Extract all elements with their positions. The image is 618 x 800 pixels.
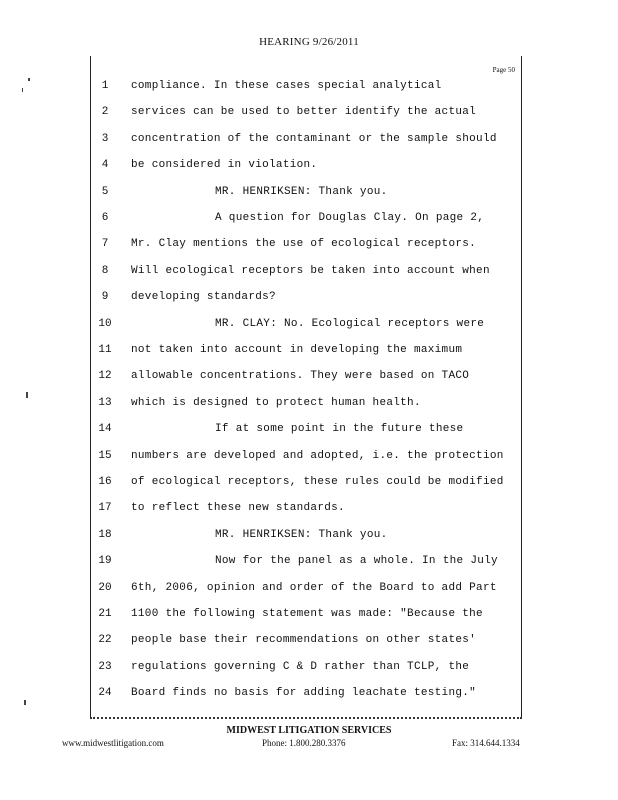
footer-website[interactable]: www.midwestlitigation.com — [62, 738, 164, 748]
footer-company: MIDWEST LITIGATION SERVICES — [226, 725, 392, 736]
transcript-line — [91, 106, 521, 126]
transcript-line — [91, 687, 521, 707]
line-number: 11 — [98, 344, 112, 356]
line-text: concentration of the contaminant or the sample should — [131, 132, 497, 145]
line-text: services can be used to better identify the actual — [131, 106, 477, 119]
line-text: MR. HENRIKSEN: Thank you. — [215, 185, 388, 198]
scan-speck — [28, 78, 30, 81]
document-header: HEARING 9/26/2011 — [259, 36, 359, 48]
line-number: 14 — [98, 423, 112, 436]
line-number: 24 — [98, 687, 112, 700]
footer-phone: Phone: 1.800.280.3376 — [262, 738, 346, 748]
line-number: 18 — [98, 528, 112, 541]
transcript-line — [91, 186, 521, 206]
transcript-line — [91, 344, 521, 364]
transcript-line — [91, 212, 521, 232]
transcript-line — [91, 555, 521, 575]
line-text: compliance. In these cases special analytical — [131, 80, 442, 92]
scan-speck — [22, 88, 23, 92]
line-text: Will ecological receptors be taken into account when — [131, 264, 490, 277]
transcript-line — [91, 318, 521, 338]
line-number: 5 — [101, 185, 109, 198]
line-text: regulations governing C & D rather than TCLP, the — [131, 660, 470, 673]
line-number: 19 — [98, 555, 112, 568]
line-number: 13 — [98, 396, 112, 409]
page-number: Page 50 — [492, 66, 515, 74]
line-number: 1 — [101, 80, 109, 92]
line-text: to reflect these new standards. — [131, 502, 345, 515]
transcript-line — [91, 529, 521, 549]
line-text: developing standards? — [131, 291, 276, 304]
transcript-frame — [90, 56, 522, 717]
line-text: Mr. Clay mentions the use of ecological receptors. — [131, 238, 477, 251]
line-text: of ecological receptors, these rules could be modified — [131, 476, 504, 488]
line-text: Now for the panel as a whole. In the July — [215, 555, 498, 568]
line-number: 23 — [98, 660, 112, 673]
transcript-line — [91, 608, 521, 628]
line-text: people base their recommendations on other states' — [131, 634, 477, 647]
transcript-line — [91, 133, 521, 153]
transcript-line — [91, 291, 521, 311]
line-number: 12 — [98, 370, 112, 383]
line-text: MR. HENRIKSEN: Thank you. — [215, 528, 388, 541]
transcript-line — [91, 238, 521, 258]
transcript-line — [91, 80, 521, 100]
line-number: 16 — [98, 476, 112, 488]
transcript-line — [91, 450, 521, 470]
line-number: 8 — [101, 264, 109, 277]
line-number: 4 — [101, 159, 109, 172]
transcript-line — [91, 397, 521, 417]
line-number: 2 — [101, 106, 109, 119]
transcript-line — [91, 423, 521, 443]
frame-bottom-border — [90, 717, 522, 719]
scan-speck — [26, 392, 28, 398]
transcript-line — [91, 661, 521, 681]
line-number: 20 — [98, 581, 112, 594]
line-text: If at some point in the future these — [215, 423, 464, 436]
line-number: 21 — [98, 608, 112, 620]
line-number: 9 — [101, 291, 109, 304]
line-number: 22 — [98, 634, 112, 647]
line-text: 6th, 2006, opinion and order of the Board to add Part — [131, 581, 497, 594]
transcript-line — [91, 502, 521, 522]
line-text: be considered in violation. — [131, 159, 318, 172]
line-text: MR. CLAY: No. Ecological receptors were — [215, 317, 485, 330]
line-number: 15 — [98, 449, 112, 462]
footer-fax: Fax: 314.644.1334 — [452, 738, 520, 748]
line-text: A question for Douglas Clay. On page 2, — [215, 212, 485, 224]
line-text: allowable concentrations. They were based on TACO — [131, 370, 470, 383]
line-text: Board finds no basis for adding leachate testing." — [131, 687, 477, 700]
transcript-line — [91, 634, 521, 654]
line-text: not taken into account in developing the maximum — [131, 344, 463, 356]
line-number: 10 — [98, 317, 112, 330]
line-number: 3 — [101, 132, 109, 145]
transcript-line — [91, 159, 521, 179]
line-number: 7 — [101, 238, 109, 251]
transcript-line — [91, 582, 521, 602]
transcript-line — [91, 476, 521, 496]
scan-speck — [24, 700, 26, 705]
line-text: which is designed to protect human health. — [131, 396, 421, 409]
transcript-line — [91, 265, 521, 285]
line-number: 17 — [98, 502, 112, 515]
line-text: 1100 the following statement was made: "Because the — [131, 608, 483, 620]
line-number: 6 — [101, 212, 109, 224]
transcript-line — [91, 370, 521, 390]
line-text: numbers are developed and adopted, i.e. the protection — [131, 449, 504, 462]
